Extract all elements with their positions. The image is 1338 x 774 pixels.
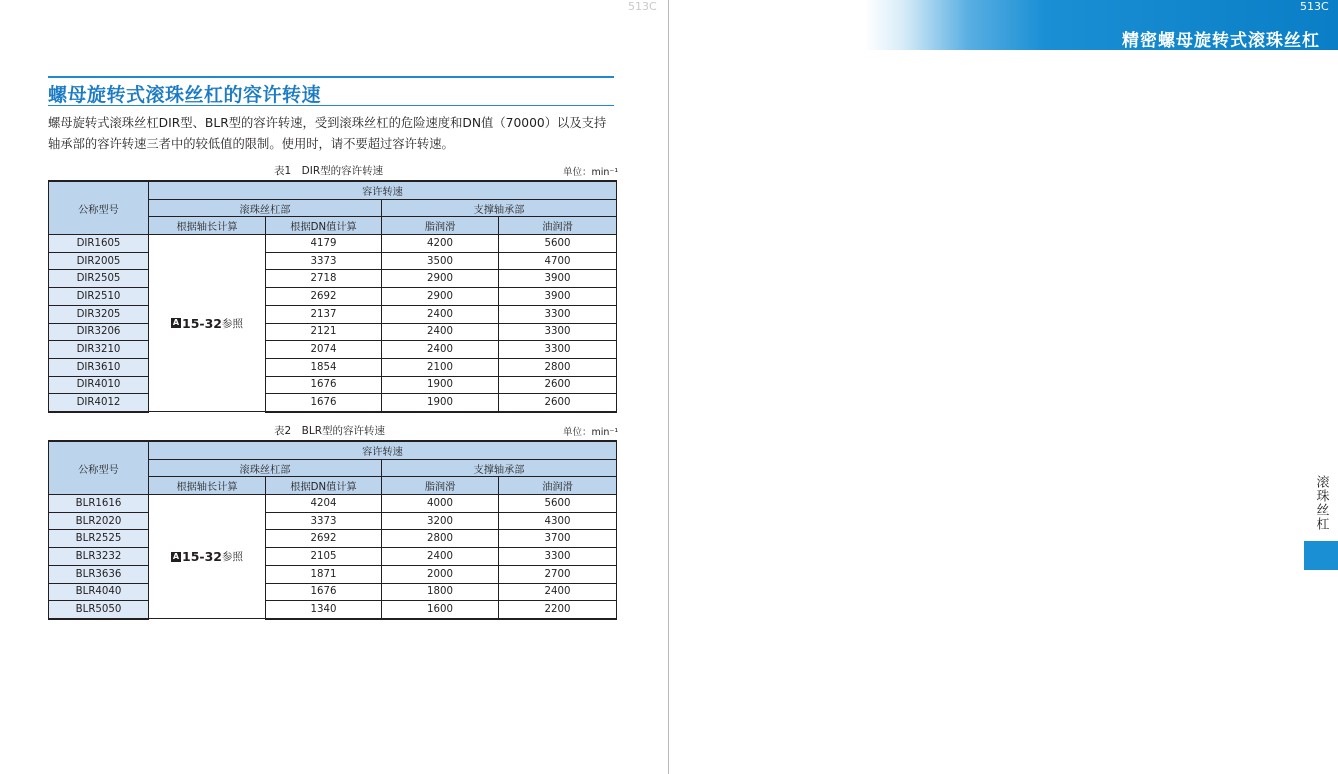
cell-oil: 2400 xyxy=(499,583,617,601)
cell-dn: 2718 xyxy=(266,270,382,288)
table-row xyxy=(49,252,617,270)
cell-dn: 4204 xyxy=(266,495,382,513)
table2-caption: 表2 BLR型的容许转速 xyxy=(274,425,386,437)
cell-model: DIR2005 xyxy=(49,252,149,270)
cell-grease: 2800 xyxy=(382,530,499,548)
cell-dn: 2105 xyxy=(266,548,382,566)
cell-oil: 5600 xyxy=(499,495,617,513)
side-tab-label: 滚珠丝杠 xyxy=(1313,475,1329,531)
table1-body xyxy=(49,235,617,412)
cell-dn: 2692 xyxy=(266,530,382,548)
cell-oil: 4700 xyxy=(499,252,617,270)
cell-dn: 2692 xyxy=(266,288,382,306)
cell-oil: 3300 xyxy=(499,323,617,341)
cell-grease: 2000 xyxy=(382,565,499,583)
cell-model: DIR2510 xyxy=(49,288,149,306)
cell-oil: 2700 xyxy=(499,565,617,583)
header-model: 公称型号 xyxy=(49,441,149,495)
table-row xyxy=(49,270,617,288)
header-grease: 脂润滑 xyxy=(382,217,499,235)
cell-grease: 1600 xyxy=(382,601,499,619)
cell-oil: 2600 xyxy=(499,376,617,394)
cell-dn: 2121 xyxy=(266,323,382,341)
page-number-right: 513C xyxy=(1300,0,1329,13)
header-allow: 容许转速 xyxy=(149,441,617,459)
cell-grease: 1800 xyxy=(382,583,499,601)
cell-grease: 2400 xyxy=(382,548,499,566)
table-row xyxy=(49,583,617,601)
cell-grease: 3200 xyxy=(382,512,499,530)
cell-dn: 2137 xyxy=(266,305,382,323)
header-title: 精密螺母旋转式滚珠丝杠 xyxy=(1122,31,1320,51)
table-row xyxy=(49,288,617,306)
table-row xyxy=(49,341,617,359)
cell-dn: 1676 xyxy=(266,583,382,601)
section-title: 螺母旋转式滚珠丝杠的容许转速 xyxy=(48,84,322,106)
cell-oil: 2200 xyxy=(499,601,617,619)
cell-dn: 2074 xyxy=(266,341,382,359)
cell-model: DIR4010 xyxy=(49,376,149,394)
header-screw: 滚珠丝杠部 xyxy=(149,459,382,477)
cell-grease: 4000 xyxy=(382,495,499,513)
header-support: 支撑轴承部 xyxy=(382,459,617,477)
cell-model: DIR1605 xyxy=(49,235,149,253)
table-row xyxy=(49,601,617,619)
cell-grease: 2400 xyxy=(382,305,499,323)
cell-model: DIR3206 xyxy=(49,323,149,341)
header-allow: 容许转速 xyxy=(149,181,617,199)
cell-grease: 1900 xyxy=(382,376,499,394)
cell-grease: 3500 xyxy=(382,252,499,270)
reference-page: 15-32 xyxy=(182,315,222,331)
table2 xyxy=(48,440,617,620)
header-dn: 根据DN值计算 xyxy=(266,217,382,235)
cell-grease: 2100 xyxy=(382,358,499,376)
page-divider xyxy=(668,0,669,774)
table-row xyxy=(49,548,617,566)
cell-dn: 1676 xyxy=(266,376,382,394)
table-row xyxy=(49,495,617,513)
cell-oil: 3300 xyxy=(499,341,617,359)
table-row xyxy=(49,394,617,412)
side-tab-block xyxy=(1304,541,1338,570)
header-grease: 脂润滑 xyxy=(382,477,499,495)
cell-dn: 4179 xyxy=(266,235,382,253)
table-row xyxy=(49,376,617,394)
cell-model: BLR4040 xyxy=(49,583,149,601)
table-row xyxy=(49,358,617,376)
cell-oil: 4300 xyxy=(499,512,617,530)
header-model: 公称型号 xyxy=(49,181,149,235)
cell-model: BLR1616 xyxy=(49,495,149,513)
cell-model: DIR3210 xyxy=(49,341,149,359)
cell-model: BLR3232 xyxy=(49,548,149,566)
cell-shaft-reference xyxy=(149,495,266,619)
table1-caption: 表1 DIR型的容许转速 xyxy=(274,165,384,177)
cell-dn: 3373 xyxy=(266,512,382,530)
table-row xyxy=(49,512,617,530)
header-screw: 滚珠丝杠部 xyxy=(149,199,382,217)
cell-model: BLR2020 xyxy=(49,512,149,530)
cell-grease: 2400 xyxy=(382,341,499,359)
reference-a-icon: A xyxy=(172,551,180,561)
section-header xyxy=(48,76,614,106)
header-support: 支撑轴承部 xyxy=(382,199,617,217)
header-band xyxy=(865,0,1338,50)
cell-oil: 3900 xyxy=(499,270,617,288)
cell-oil: 3300 xyxy=(499,305,617,323)
reference-text: 参照 xyxy=(221,551,243,564)
cell-oil: 3700 xyxy=(499,530,617,548)
reference-page: 15-32 xyxy=(182,549,222,565)
header-dn: 根据DN值计算 xyxy=(266,477,382,495)
table-row xyxy=(49,323,617,341)
cell-model: BLR5050 xyxy=(49,601,149,619)
intro-paragraph: 螺母旋转式滚珠丝杠DIR型、BLR型的容许转速，受到滚珠丝杠的危险速度和DN值（70000）以及支持轴承部的容许转速三者中的较低值的限制。使用时，请不要超过容许转速。 xyxy=(48,116,607,151)
table2-body xyxy=(49,495,617,619)
table-row xyxy=(49,305,617,323)
reference-text: 参照 xyxy=(221,317,243,330)
table1 xyxy=(48,180,617,413)
cell-grease: 2900 xyxy=(382,288,499,306)
cell-grease: 2400 xyxy=(382,323,499,341)
header-oil: 油润滑 xyxy=(499,217,617,235)
cell-oil: 5600 xyxy=(499,235,617,253)
table1-unit: 单位：min⁻¹ xyxy=(563,167,619,178)
cell-shaft-reference xyxy=(149,235,266,412)
header-oil: 油润滑 xyxy=(499,477,617,495)
table-row xyxy=(49,565,617,583)
cell-grease: 1900 xyxy=(382,394,499,412)
cell-dn: 1871 xyxy=(266,565,382,583)
cell-oil: 2800 xyxy=(499,358,617,376)
cell-oil: 3900 xyxy=(499,288,617,306)
cell-model: DIR3610 xyxy=(49,358,149,376)
header-shaft: 根据轴长计算 xyxy=(149,477,266,495)
cell-model: BLR3636 xyxy=(49,565,149,583)
cell-dn: 1676 xyxy=(266,394,382,412)
table-row xyxy=(49,235,617,253)
cell-dn: 3373 xyxy=(266,252,382,270)
cell-model: BLR2525 xyxy=(49,530,149,548)
cell-model: DIR2505 xyxy=(49,270,149,288)
cell-dn: 1340 xyxy=(266,601,382,619)
page-number-left: 513C xyxy=(628,0,657,13)
table-row xyxy=(49,530,617,548)
cell-model: DIR4012 xyxy=(49,394,149,412)
cell-oil: 3300 xyxy=(499,548,617,566)
cell-model: DIR3205 xyxy=(49,305,149,323)
table2-unit: 单位：min⁻¹ xyxy=(563,427,619,438)
reference-a-icon: A xyxy=(172,318,180,328)
cell-grease: 4200 xyxy=(382,235,499,253)
cell-dn: 1854 xyxy=(266,358,382,376)
cell-grease: 2900 xyxy=(382,270,499,288)
header-shaft: 根据轴长计算 xyxy=(149,217,266,235)
cell-oil: 2600 xyxy=(499,394,617,412)
